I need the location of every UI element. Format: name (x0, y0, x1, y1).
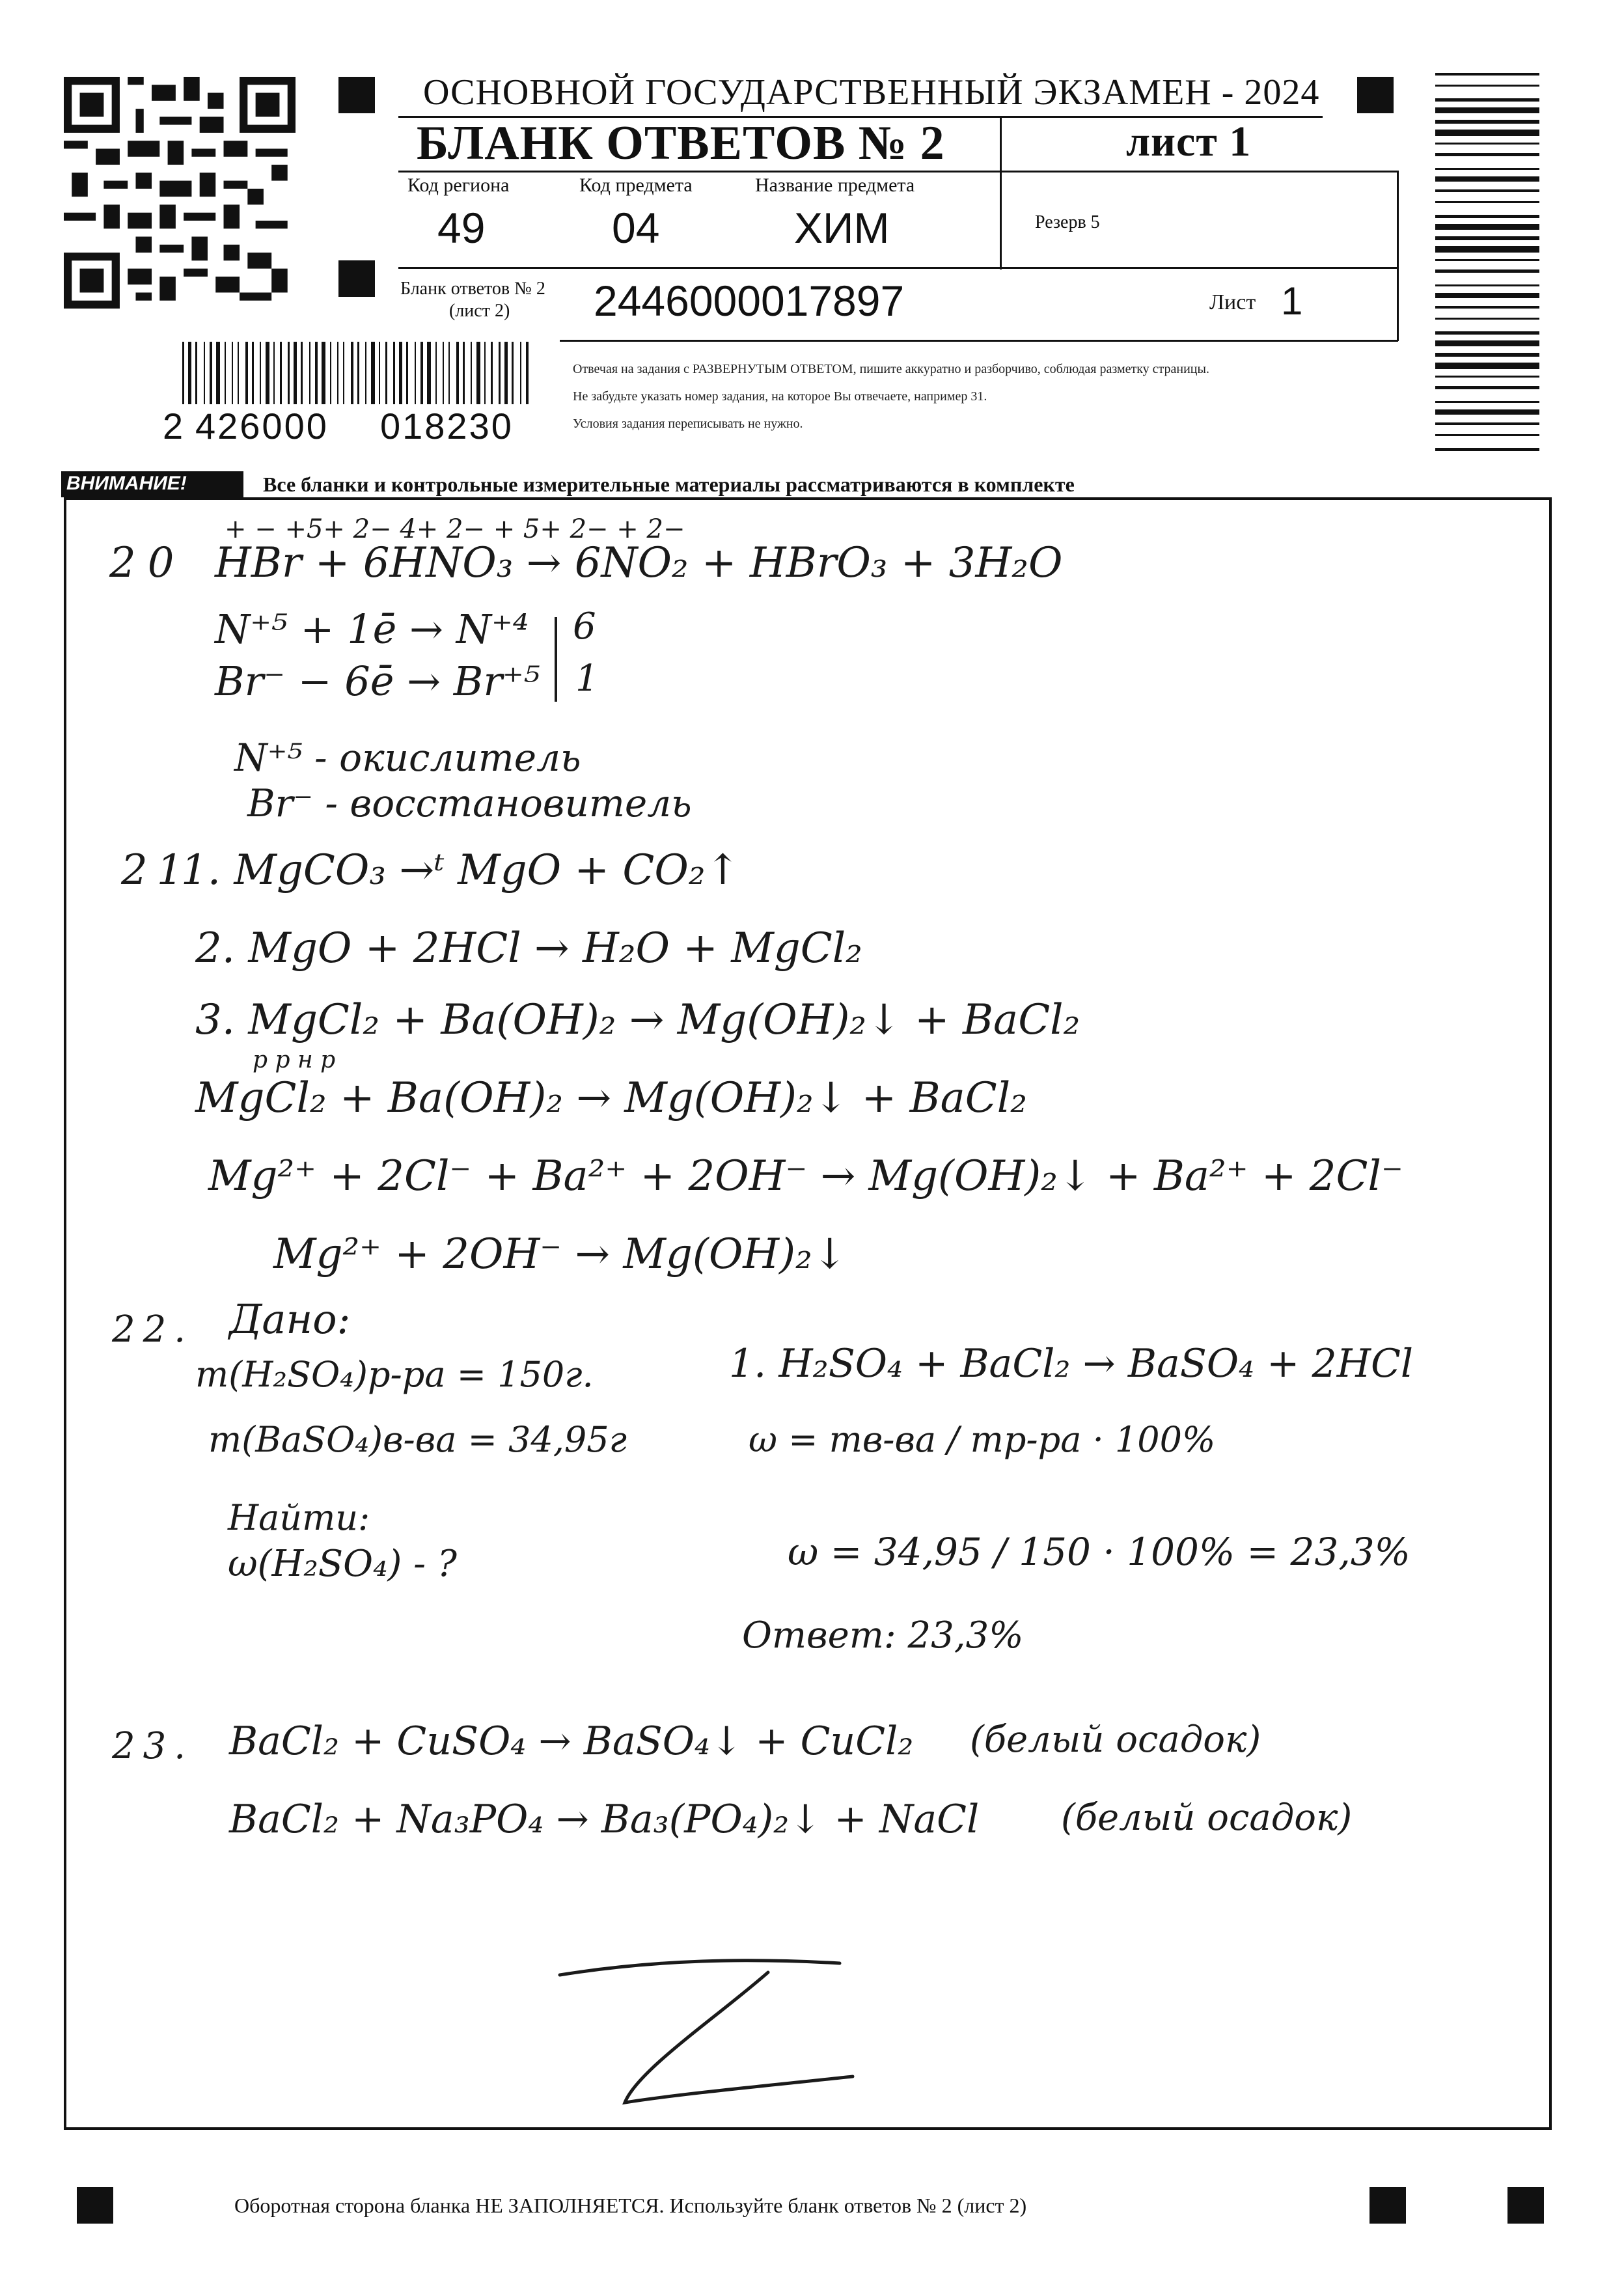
barcode-digit-1: 2 (163, 406, 184, 447)
barcode-bar (1435, 422, 1539, 425)
barcode-bar (1435, 201, 1539, 203)
barcode-bar (216, 342, 220, 404)
barcode-bar (260, 342, 261, 404)
barcode-bar (351, 342, 353, 404)
q23-line-2: BaCl₂ + Na₃PO₄ → Ba₃(PO₄)₂↓ + NaCl (229, 1797, 980, 1842)
barcode-bar (1435, 340, 1539, 346)
barcode-bar (491, 342, 493, 404)
q21-step-1: 1. MgCO₃ →ᵗ MgO + CO₂↑ (181, 846, 741, 894)
subject-name-label: Название предмета (755, 174, 915, 196)
barcode-bar (1435, 306, 1539, 309)
q20-ox-states: + − +5+ 2− 4+ 2− + 5+ 2− + 2− (225, 514, 685, 544)
barcode-bar (415, 342, 416, 404)
side-barcode (1435, 73, 1539, 456)
q22-formula: ω = mв-ва / mр-ра · 100% (749, 1419, 1216, 1460)
q23-number: 23. (112, 1725, 194, 1767)
q21-step-3: 3. MgCl₂ + Ba(OH)₂ → Mg(OH)₂↓ + BaCl₂ (195, 996, 1080, 1044)
q20-coef-1: 6 (573, 605, 596, 648)
barcode-bar (1435, 176, 1539, 182)
alignment-marker-bottom-right-2 (1507, 2187, 1544, 2224)
notice-text: Все бланки и контрольные измерительные материалы рассматриваются в комплекте (263, 473, 1075, 496)
form-ref-number: 2446000017897 (594, 277, 905, 325)
barcode-bar (427, 342, 431, 404)
q21-number: 21 (121, 846, 193, 894)
q21-short-ionic: Mg²⁺ + 2OH⁻ → Mg(OH)₂↓ (273, 1230, 847, 1278)
subject-code-value: 04 (612, 204, 660, 252)
barcode-bar (245, 342, 248, 404)
barcode-bar (343, 342, 344, 404)
barcode-bar (1435, 73, 1539, 76)
barcode-bar (379, 342, 380, 404)
barcode-bar (406, 342, 408, 404)
header-rule-4 (560, 340, 1398, 342)
form-barcode (182, 342, 534, 408)
barcode-bar (1435, 143, 1539, 145)
barcode-bar (520, 342, 521, 404)
barcode-bar (499, 342, 501, 404)
header-rule-3 (398, 267, 1398, 269)
sheet-title: лист 1 (1126, 118, 1252, 165)
q20-half-reaction-2: Br⁻ − 6ē → Br⁺⁵ (215, 657, 540, 705)
barcode-bar (337, 342, 338, 404)
header-right-border (1397, 171, 1399, 341)
barcode-bar (238, 342, 239, 404)
barcode-bar (315, 342, 318, 404)
barcode-bar (225, 342, 226, 404)
barcode-bar (330, 342, 331, 404)
q20-equation: HBr + 6HNO₃ → 6NO₂ + HBrO₃ + 3H₂O (215, 539, 1063, 587)
barcode-bar (1435, 236, 1539, 240)
q23-note-2: (белый осадок) (1061, 1797, 1353, 1839)
barcode-bar (1435, 409, 1539, 415)
barcode-bar (1435, 448, 1539, 451)
barcode-bar (1435, 363, 1539, 369)
barcode-bar (371, 342, 375, 404)
barcode-bar (1435, 376, 1539, 378)
header-rule-2 (398, 171, 1398, 172)
barcode-bar (1435, 98, 1539, 102)
barcode-digits-3: 018230 (380, 406, 514, 447)
barcode-bar (294, 342, 297, 404)
barcode-bar (1435, 353, 1539, 357)
barcode-bar (273, 342, 275, 404)
barcode-bar (456, 342, 459, 404)
q21-full-ionic: Mg²⁺ + 2Cl⁻ + Ba²⁺ + 2OH⁻ → Mg(OH)₂↓ + Ba²⁺ + 2Cl⁻ (208, 1152, 1403, 1200)
reserve-label: Резерв 5 (1035, 212, 1100, 232)
barcode-bar (484, 342, 486, 404)
barcode-bar (232, 342, 233, 404)
barcode-bar (322, 342, 325, 404)
form-ref-line1: Бланк ответов № 2 (400, 279, 545, 299)
q21-molecular: MgCl₂ + Ba(OH)₂ → Mg(OH)₂↓ + BaCl₂ (195, 1074, 1027, 1122)
barcode-bar (252, 342, 254, 404)
q21-solubility-marks: р р н р (253, 1047, 336, 1073)
barcode-bar (1435, 215, 1539, 218)
q20-half-reaction-1: N⁺⁵ + 1ē → N⁺⁴ (215, 605, 529, 653)
barcode-bar (1435, 246, 1539, 253)
barcode-bar (1435, 224, 1539, 230)
barcode-bar (1435, 386, 1539, 389)
exam-title: ОСНОВНОЙ ГОСУДАРСТВЕННЫЙ ЭКЗАМЕН - 2024 (423, 72, 1320, 113)
form-title: БЛАНК ОТВЕТОВ № 2 (417, 117, 945, 170)
q22-number: 22. (112, 1308, 194, 1351)
barcode-bar (1435, 293, 1539, 298)
barcode-bar (309, 342, 310, 404)
notice-badge-text: ВНИМАНИЕ! (66, 473, 187, 494)
barcode-bar (1435, 259, 1539, 261)
barcode-bar (435, 342, 437, 404)
barcode-digits-2: 426000 (195, 406, 329, 447)
instruction-3: Условия задания переписывать не нужно. (573, 417, 803, 431)
barcode-bar (365, 342, 366, 404)
sheet-number: 1 (1281, 279, 1303, 323)
title-divider (1000, 117, 1002, 269)
barcode-bar (1435, 189, 1539, 192)
barcode-bar (463, 342, 465, 404)
q22-m-solution: m(H₂SO₄)р-ра = 150г. (195, 1354, 594, 1395)
barcode-bar (443, 342, 444, 404)
region-value: 49 (437, 204, 486, 252)
barcode-bar (1435, 318, 1539, 320)
closing-z-mark (553, 1946, 866, 2116)
q22-reaction: 1. H₂SO₄ + BaCl₂ → BaSO₄ + 2HCl (729, 1341, 1414, 1386)
barcode-bar (280, 342, 282, 404)
alignment-marker-bottom-right-1 (1369, 2187, 1406, 2224)
barcode-bar (1435, 130, 1539, 136)
barcode-bar (399, 342, 402, 404)
qr-code (64, 77, 296, 309)
instruction-1: Отвечая на задания с РАЗВЕРНУТЫМ ОТВЕТОМ, пишите аккуратно и разборчиво, соблюдая разметку страницы. (573, 362, 1209, 376)
barcode-bar (1435, 269, 1539, 273)
q23-line-1: BaCl₂ + CuSO₄ → BaSO₄↓ + CuCl₂ (229, 1718, 914, 1764)
barcode-bar (526, 342, 529, 404)
footer-text: Оборотная сторона бланка НЕ ЗАПОЛНЯЕТСЯ. Используйте бланк ответов № 2 (лист 2) (234, 2194, 1027, 2217)
alignment-marker-top-right (1357, 77, 1394, 113)
barcode-bar (420, 342, 423, 404)
q20-number: 20 (109, 539, 186, 587)
q22-m-precipitate: m(BaSO₄)в-ва = 34,95г (208, 1419, 627, 1460)
barcode-bar (188, 342, 191, 404)
q22-given: Дано: (229, 1295, 351, 1343)
q22-target: ω(H₂SO₄) - ? (228, 1543, 457, 1585)
alignment-marker-top-left (338, 77, 375, 113)
q21-step-2: 2. MgO + 2HCl → H₂O + MgCl₂ (195, 924, 862, 973)
q22-calc: ω = 34,95 / 150 · 100% = 23,3% (788, 1530, 1411, 1574)
instruction-2: Не забудьте указать номер задания, на которое Вы отвечаете, например 31. (573, 389, 987, 404)
barcode-bar (1435, 153, 1539, 156)
region-label: Код региона (407, 174, 510, 196)
barcode-bar (357, 342, 359, 404)
q22-find: Найти: (228, 1497, 370, 1538)
barcode-bar (1435, 434, 1539, 436)
barcode-bar (1435, 401, 1539, 403)
barcode-bar (182, 342, 184, 404)
barcode-bar (512, 342, 514, 404)
barcode-bar (476, 342, 480, 404)
subject-name-value: ХИМ (794, 204, 890, 252)
q22-answer: Ответ: 23,3% (742, 1614, 1024, 1657)
barcode-bar (448, 342, 450, 404)
barcode-bar (301, 342, 303, 404)
barcode-bar (385, 342, 387, 404)
q20-balance-bar (555, 617, 557, 702)
alignment-marker-mid-left (338, 260, 375, 297)
q23-note-1: (белый осадок) (970, 1718, 1261, 1761)
barcode-bar (1435, 120, 1539, 124)
q20-reducer: Br⁻ - восстановитель (247, 781, 692, 825)
barcode-bar (504, 342, 508, 404)
barcode-bar (471, 342, 472, 404)
barcode-bar (1435, 331, 1539, 335)
barcode-bar (210, 342, 212, 404)
q20-oxidizer: N⁺⁵ - окислитель (234, 736, 581, 780)
barcode-bar (1435, 107, 1539, 113)
barcode-bar (266, 342, 269, 404)
barcode-bar (288, 342, 290, 404)
barcode-bar (1435, 85, 1539, 87)
barcode-bar (204, 342, 205, 404)
alignment-marker-bottom-left (77, 2187, 113, 2224)
subject-code-label: Код предмета (579, 174, 693, 196)
sheet-label: Лист (1209, 290, 1256, 314)
barcode-bar (393, 342, 395, 404)
barcode-bar (1435, 168, 1539, 170)
q20-coef-2: 1 (575, 657, 599, 700)
barcode-bar (195, 342, 197, 404)
barcode-bar (1435, 284, 1539, 286)
form-ref-line2: (лист 2) (449, 301, 510, 321)
